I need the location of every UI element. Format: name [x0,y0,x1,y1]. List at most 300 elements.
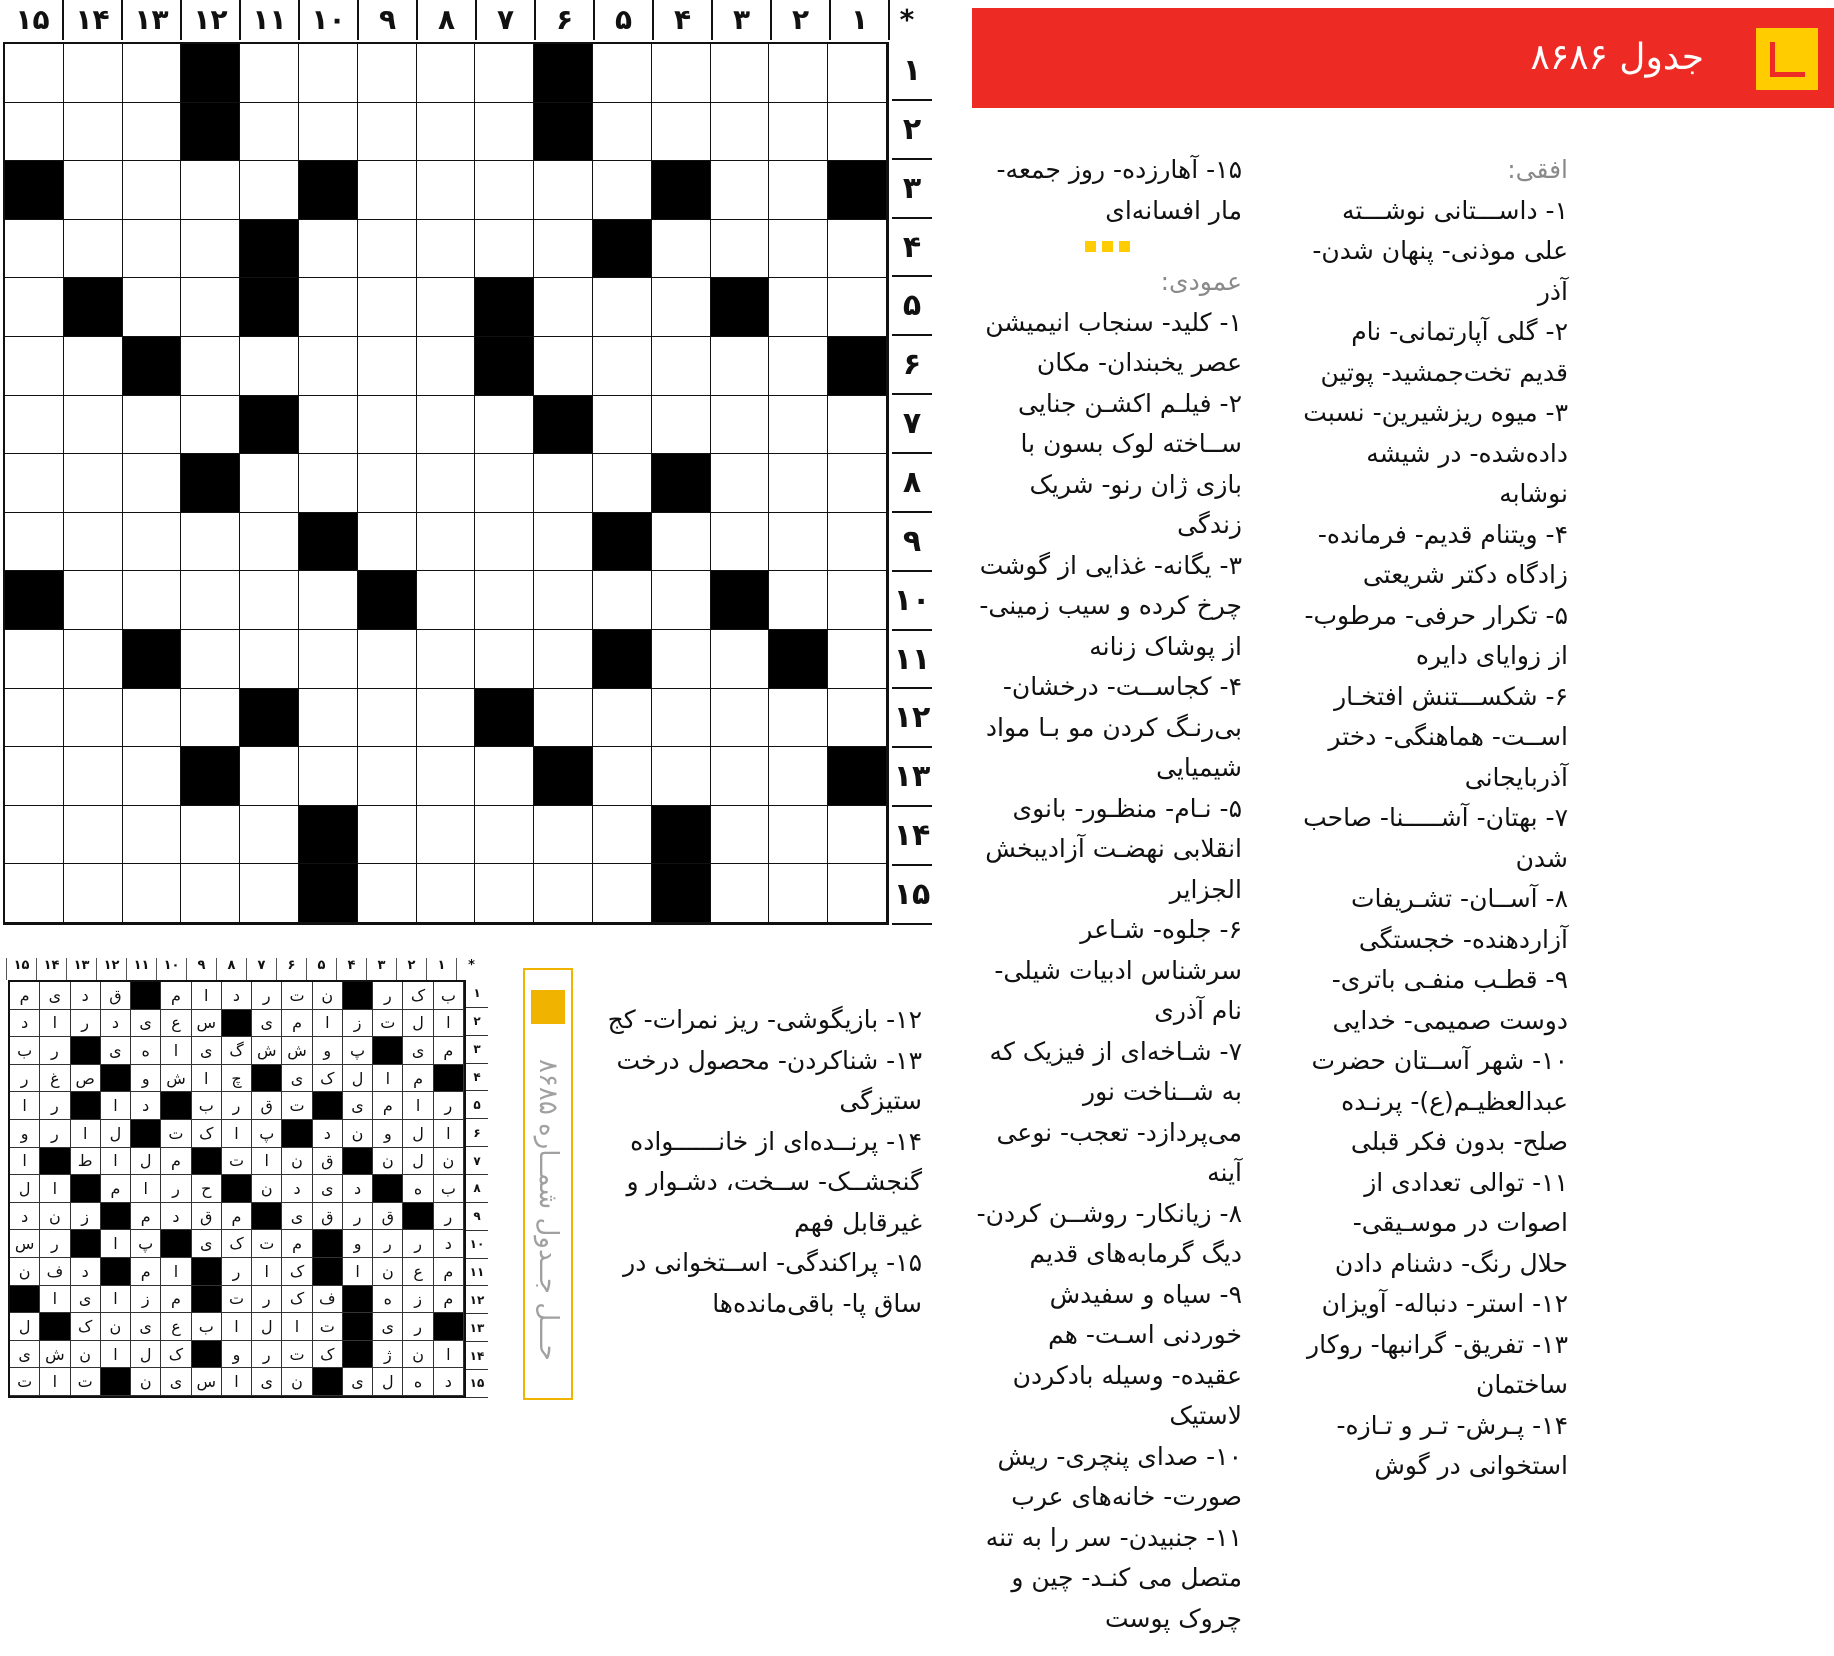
grid-cell[interactable] [534,454,593,513]
grid-cell[interactable] [5,220,64,279]
grid-cell[interactable] [534,220,593,279]
grid-cell[interactable] [358,396,417,455]
grid-cell[interactable] [64,571,123,630]
grid-cell[interactable] [123,747,182,806]
grid-cell[interactable] [123,396,182,455]
grid-cell[interactable] [828,689,887,748]
black-cell [652,454,711,513]
grid-cell[interactable] [358,747,417,806]
grid-cell[interactable] [711,513,770,572]
grid-cell[interactable] [534,337,593,396]
grid-cell[interactable] [240,161,299,220]
grid-cell[interactable] [769,44,828,103]
grid-cell[interactable] [828,278,887,337]
solution-cell: ه [403,1175,433,1203]
grid-cell[interactable] [828,513,887,572]
grid-cell[interactable] [358,337,417,396]
grid-cell[interactable] [123,571,182,630]
column-number: ۱۱ [239,0,298,40]
grid-cell[interactable] [123,278,182,337]
grid-cell[interactable] [358,44,417,103]
solution-cell: د [101,1010,131,1038]
black-cell [123,630,182,689]
solution-cell: ی [161,1368,191,1396]
solution-black-cell [101,1065,131,1093]
grid-cell[interactable] [593,689,652,748]
solution-column-number: ۲ [396,958,426,980]
solution-cell: گ [222,1037,252,1065]
grid-cell[interactable] [711,689,770,748]
grid-cell[interactable] [593,44,652,103]
solution-banner [523,968,573,1400]
grid-cell[interactable] [475,161,534,220]
grid-cell[interactable] [711,747,770,806]
solution-cell: ز [131,1286,161,1314]
grid-cell[interactable] [534,571,593,630]
grid-cell[interactable] [475,806,534,865]
grid-cell[interactable] [534,864,593,923]
grid-cell[interactable] [358,513,417,572]
grid-cell[interactable] [181,337,240,396]
grid-cell[interactable] [711,454,770,513]
grid-cell[interactable] [652,220,711,279]
grid-cell[interactable] [64,630,123,689]
grid-cell[interactable] [475,44,534,103]
solution-cell: ن [313,982,343,1010]
solution-cell: ی [252,1010,282,1038]
grid-cell[interactable] [769,396,828,455]
grid-cell[interactable] [475,513,534,572]
solution-black-cell [101,1203,131,1231]
grid-cell[interactable] [358,630,417,689]
solution-row-number: ۷ [466,1147,488,1175]
grid-cell[interactable] [475,571,534,630]
grid-cell[interactable] [358,864,417,923]
grid-cell[interactable] [240,747,299,806]
grid-cell[interactable] [652,630,711,689]
grid-cell[interactable] [652,396,711,455]
grid-cell[interactable] [711,630,770,689]
solution-cell: ب [192,1313,222,1341]
horizontal-clue: ۱۳- تفریق- گرانبها- روکار ساختمان [1307,1329,1568,1399]
grid-cell[interactable] [123,454,182,513]
solution-cell: ی [373,1313,403,1341]
grid-cell[interactable] [828,44,887,103]
grid-cell[interactable] [828,103,887,162]
row-number: ۳ [892,160,932,219]
grid-cell[interactable] [181,220,240,279]
solution-cell: ی [343,1368,373,1396]
black-cell [828,337,887,396]
black-cell [593,513,652,572]
grid-cell[interactable] [828,220,887,279]
solution-cell: ا [40,1175,70,1203]
grid-cell[interactable] [5,806,64,865]
grid-cell[interactable] [593,103,652,162]
solution-black-cell [161,1092,191,1120]
grid-cell[interactable] [5,864,64,923]
solution-cell: ت [282,1341,312,1369]
solution-column-number: ۱۵ [6,958,36,980]
grid-cell[interactable] [240,571,299,630]
grid-cell[interactable] [123,220,182,279]
solution-cell: ا [434,1120,464,1148]
grid-cell[interactable] [769,161,828,220]
column-number: ۷ [475,0,534,40]
grid-cell[interactable] [828,571,887,630]
grid-cell[interactable] [5,689,64,748]
grid-cell[interactable] [711,161,770,220]
grid-cell[interactable] [769,103,828,162]
grid-cell[interactable] [417,396,476,455]
grid-cell[interactable] [181,571,240,630]
solution-column-number: * [456,958,486,980]
grid-cell[interactable] [123,864,182,923]
grid-cell[interactable] [5,513,64,572]
grid-cell[interactable] [181,161,240,220]
grid-cell[interactable] [299,571,358,630]
solution-cell: و [373,1120,403,1148]
grid-cell[interactable] [652,571,711,630]
solution-grid [8,980,466,1398]
grid-cell[interactable] [417,337,476,396]
grid-cell[interactable] [828,806,887,865]
solution-black-cell [434,1065,464,1093]
grid-cell[interactable] [769,571,828,630]
solution-cell: م [10,982,40,1010]
grid-cell[interactable] [652,278,711,337]
grid-cell[interactable] [299,396,358,455]
puzzle-title: جدول ۸۶۸۶ [1530,37,1704,78]
grid-cell[interactable] [64,689,123,748]
solution-cell: ی [192,1230,222,1258]
grid-cell[interactable] [123,806,182,865]
grid-cell[interactable] [711,220,770,279]
solution-black-cell [192,1148,222,1176]
grid-cell[interactable] [299,454,358,513]
row-number: ۱۰ [892,572,932,631]
grid-cell[interactable] [123,44,182,103]
solution-black-cell [373,1175,403,1203]
grid-cell[interactable] [769,806,828,865]
grid-cell[interactable] [299,689,358,748]
solution-cell: م [101,1175,131,1203]
grid-cell[interactable] [240,630,299,689]
grid-cell[interactable] [769,454,828,513]
grid-cell[interactable] [123,161,182,220]
horizontal-clue: ۵- تکرار حرفی- مرطوب- از زوایای دایره [1304,600,1568,670]
grid-cell[interactable] [417,513,476,572]
horizontal-clue: ۶- شکســـتنش افتخـار اســت- هماهنگی- دختر آذربایجانی [1328,681,1568,792]
horizontal-heading: افقی: [1507,155,1568,184]
solution-black-cell [161,1230,191,1258]
grid-cell[interactable] [123,513,182,572]
solution-black-cell [40,1148,70,1176]
grid-cell[interactable] [64,337,123,396]
grid-cell[interactable] [534,513,593,572]
grid-cell[interactable] [64,806,123,865]
grid-cell[interactable] [64,864,123,923]
solution-column-number: ۷ [246,958,276,980]
grid-cell[interactable] [534,630,593,689]
grid-cell[interactable] [5,278,64,337]
grid-cell[interactable] [534,278,593,337]
grid-cell[interactable] [240,337,299,396]
grid-cell[interactable] [240,103,299,162]
grid-cell[interactable] [64,513,123,572]
grid-cell[interactable] [593,864,652,923]
solution-row-number: ۴ [466,1064,488,1092]
grid-cell[interactable] [417,571,476,630]
solution-cell: م [403,1065,433,1093]
solution-cell: د [434,1230,464,1258]
grid-cell[interactable] [475,630,534,689]
grid-cell[interactable] [711,396,770,455]
grid-cell[interactable] [828,396,887,455]
grid-cell[interactable] [828,864,887,923]
grid-cell[interactable] [5,337,64,396]
row-number: ۷ [892,395,932,454]
solution-cell: ع [161,1010,191,1038]
grid-cell[interactable] [417,220,476,279]
grid-cell[interactable] [5,747,64,806]
grid-cell[interactable] [64,454,123,513]
black-cell [475,337,534,396]
solution-cell: ر [40,1230,70,1258]
grid-cell[interactable] [417,161,476,220]
row-number: ۱۵ [892,866,932,925]
grid-cell[interactable] [181,806,240,865]
black-cell [534,44,593,103]
grid-cell[interactable] [417,689,476,748]
black-cell [828,747,887,806]
grid-cell[interactable] [534,689,593,748]
grid-cell[interactable] [299,220,358,279]
grid-cell[interactable] [417,454,476,513]
grid-cell[interactable] [593,454,652,513]
grid-cell[interactable] [417,630,476,689]
grid-cell[interactable] [417,806,476,865]
grid-cell[interactable] [240,806,299,865]
solution-black-cell [71,1175,101,1203]
grid-cell[interactable] [711,44,770,103]
grid-cell[interactable] [652,747,711,806]
grid-cell[interactable] [181,630,240,689]
grid-cell[interactable] [593,396,652,455]
grid-cell[interactable] [652,513,711,572]
solution-cell: ر [434,1203,464,1231]
solution-black-cell [222,1175,252,1203]
solution-cell: ه [403,1368,433,1396]
grid-cell[interactable] [475,103,534,162]
row-number: ۱ [892,42,932,101]
grid-cell[interactable] [534,161,593,220]
grid-cell[interactable] [240,513,299,572]
solution-black-cell [131,982,161,1010]
grid-cell[interactable] [64,44,123,103]
grid-cell[interactable] [769,864,828,923]
grid-cell[interactable] [240,454,299,513]
solution-cell: ب [434,982,464,1010]
black-cell [769,630,828,689]
grid-cell[interactable] [123,689,182,748]
grid-cell[interactable] [358,220,417,279]
solution-black-cell [252,1203,282,1231]
grid-cell[interactable] [299,44,358,103]
solution-cell: د [10,1010,40,1038]
grid-cell[interactable] [358,278,417,337]
grid-cell[interactable] [417,103,476,162]
solution-black-cell [373,1037,403,1065]
grid-cell[interactable] [652,103,711,162]
grid-cell[interactable] [711,806,770,865]
solution-row-numbers [466,980,488,1398]
solution-cell: پ [343,1037,373,1065]
grid-cell[interactable] [593,161,652,220]
grid-cell[interactable] [299,337,358,396]
grid-cell[interactable] [64,103,123,162]
solution-black-cell [192,1341,222,1369]
grid-cell[interactable] [475,220,534,279]
grid-cell[interactable] [769,220,828,279]
grid-cell[interactable] [358,689,417,748]
grid-cell[interactable] [64,161,123,220]
grid-cell[interactable] [299,747,358,806]
grid-cell[interactable] [358,103,417,162]
solution-cell: ا [40,1286,70,1314]
black-cell [181,103,240,162]
grid-cell[interactable] [64,747,123,806]
horizontal-clue: ۴- ویتنام قدیم- فرمانده- زادگاه دکتر شریعتی [1317,519,1568,589]
solution-cell: ا [40,1010,70,1038]
grid-cell[interactable] [711,337,770,396]
solution-cell: ا [222,1313,252,1341]
grid-cell[interactable] [769,747,828,806]
solution-row-number: ۸ [466,1175,488,1203]
grid-cell[interactable] [181,689,240,748]
grid-cell[interactable] [417,44,476,103]
solution-cell: ک [403,982,433,1010]
black-cell [240,396,299,455]
grid-cell[interactable] [475,864,534,923]
grid-cell[interactable] [181,864,240,923]
grid-cell[interactable] [769,689,828,748]
grid-cell[interactable] [534,806,593,865]
grid-cell[interactable] [711,103,770,162]
solution-cell: د [343,1175,373,1203]
grid-cell[interactable] [299,103,358,162]
grid-cell[interactable] [593,278,652,337]
grid-cell[interactable] [593,337,652,396]
grid-cell[interactable] [828,454,887,513]
grid-cell[interactable] [5,454,64,513]
grid-cell[interactable] [64,220,123,279]
solution-cell: ک [161,1341,191,1369]
solution-cell: ل [403,1148,433,1176]
solution-cell: ک [282,1258,312,1286]
grid-cell[interactable] [593,747,652,806]
crossword-grid [3,42,889,925]
solution-cell: ا [71,1120,101,1148]
grid-cell[interactable] [769,513,828,572]
black-cell [181,454,240,513]
grid-cell[interactable] [593,571,652,630]
solution-cell: س [10,1230,40,1258]
grid-cell[interactable] [5,103,64,162]
solution-cell: ی [131,1010,161,1038]
solution-cell: ل [252,1313,282,1341]
grid-cell[interactable] [5,630,64,689]
grid-cell[interactable] [828,630,887,689]
solution-cell: ی [313,1175,343,1203]
grid-cell[interactable] [240,44,299,103]
grid-cell[interactable] [652,44,711,103]
solution-black-cell [313,1230,343,1258]
grid-cell[interactable] [299,278,358,337]
grid-cell[interactable] [417,747,476,806]
grid-cell[interactable] [475,454,534,513]
grid-cell[interactable] [5,44,64,103]
grid-cell[interactable] [769,337,828,396]
grid-cell[interactable] [593,806,652,865]
black-cell [181,44,240,103]
solution-cell: ر [40,1037,70,1065]
solution-cell: ن [10,1258,40,1286]
solution-black-cell [101,1368,131,1396]
solution-cell: د [161,1203,191,1231]
solution-black-cell [71,1092,101,1120]
solution-column-number: ۱ [426,958,456,980]
black-cell [240,220,299,279]
grid-cell[interactable] [769,278,828,337]
grid-cell[interactable] [240,864,299,923]
grid-cell[interactable] [358,806,417,865]
solution-cell: ا [10,1148,40,1176]
solution-cell: ا [434,1341,464,1369]
grid-cell[interactable] [711,864,770,923]
solution-row-number: ۵ [466,1091,488,1119]
solution-cell: ر [403,1230,433,1258]
solution-cell: ل [131,1341,161,1369]
grid-cell[interactable] [299,630,358,689]
row-numbers [892,42,932,925]
grid-cell[interactable] [417,278,476,337]
grid-cell[interactable] [181,278,240,337]
grid-cell[interactable] [475,396,534,455]
solution-black-cell [313,1092,343,1120]
solution-cell: ی [343,1092,373,1120]
solution-cell: غ [40,1065,70,1093]
solution-cell: ک [71,1313,101,1341]
grid-cell[interactable] [475,747,534,806]
solution-cell: ر [10,1065,40,1093]
grid-cell[interactable] [417,864,476,923]
grid-cell[interactable] [652,689,711,748]
solution-cell: پ [252,1120,282,1148]
grid-cell[interactable] [181,513,240,572]
grid-cell[interactable] [5,396,64,455]
grid-cell[interactable] [358,161,417,220]
grid-cell[interactable] [652,337,711,396]
solution-cell: ن [101,1313,131,1341]
grid-cell[interactable] [123,103,182,162]
grid-cell[interactable] [358,454,417,513]
black-cell [828,161,887,220]
solution-cell: ر [403,1313,433,1341]
grid-cell[interactable] [181,396,240,455]
horizontal-clue: ۳- میوه ریزشیرین- نسبت داده‌شده- در شیشه نوشابه [1303,398,1568,508]
grid-cell[interactable] [64,396,123,455]
